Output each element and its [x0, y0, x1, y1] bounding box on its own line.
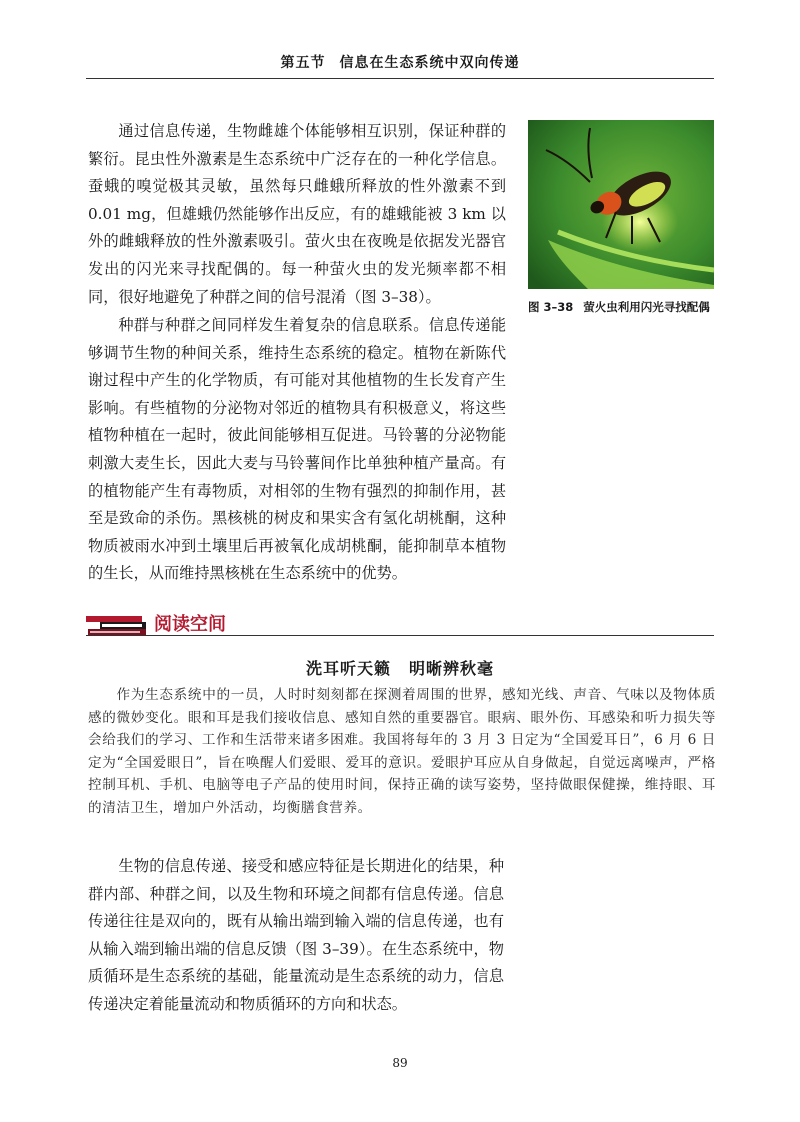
- paragraph-two-way-transfer: 生物的信息传递、接受和感应特征是长期进化的结果，种群内部、种群之间，以及生物和环境之间都有信息传递。信息传递往往是双向的，既有从输出端到输入端的信息传递，也有从输入端到输出端的信息反馈（图 3–39）。在生态系统中，物质循环是生态系统的基础，能量流动是生态系统的动力，信息传递决定着能量流动和物质循环的方向和状态。: [88, 857, 504, 1013]
- reading-title-part1: 洗耳听天籁: [305, 659, 391, 678]
- paragraph-interspecies: 种群与种群之间同样发生着复杂的信息联系。信息传递能够调节生物的种间关系，维持生态系统的稳定。植物在新陈代谢过程中产生的化学物质，有可能对其他植物的生长发育产生影响。有些植物的分泌物对邻近的植物具有积极意义，将这些植物种植在一起时，彼此间能够相互促进。马铃薯的分泌物能刺激大麦生长，因此大麦与马铃薯间作比单独种植产量高。有的植物能产生有毒物质，对相邻的生物有强烈的抑制作用，甚至是致命的杀伤。黑核桃的树皮和果实含有氢化胡桃酮，这种物质被雨水冲到土壤里后再被氧化成胡桃酮，能抑制草本植物的生长，从而维持黑核桃在生态系统中的优势。: [88, 316, 506, 583]
- figure-number: 图 3–38: [528, 300, 574, 314]
- paragraph-mate-recognition: 通过信息传递，生物雌雄个体能够相互识别，保证种群的繁衍。昆虫性外激素是生态系统中广泛存在的一种化学信息。蚕蛾的嗅觉极其灵敏，虽然每只雌蛾所释放的性外激素不到 0.01 mg，但雄蛾仍然能够作出反应，有的雄蛾能被 3 km 以外的雌蛾释放的性外激素吸引。萤火虫在夜晚是依据发光器官发出的闪光来寻找配偶的。每一种萤火虫的发光频率都不相同，很好地避免了种群之间的信号混淆（图 3–38）。: [88, 122, 506, 306]
- page-number: 89: [392, 1056, 408, 1070]
- firefly-illustration: [528, 120, 714, 289]
- section-title: 信息在生态系统中双向传递: [339, 55, 520, 71]
- reading-section-label: 阅读空间: [154, 614, 226, 635]
- reading-title-part2: 明晰辨秋毫: [409, 659, 495, 678]
- reading-section-rule: [86, 635, 714, 636]
- figure-caption: [528, 299, 728, 315]
- running-header: [86, 52, 714, 72]
- header-rule: [86, 78, 714, 79]
- figure-caption-text: 萤火虫利用闪光寻找配偶: [583, 300, 710, 314]
- reading-article-title: [86, 656, 714, 679]
- reading-article-body: 作为生态系统中的一员，人时时刻刻都在探测着周围的世界，感知光线、声音、气味以及物体质感的微妙变化。眼和耳是我们接收信息、感知自然的重要器官。眼病、眼外伤、耳感染和听力损失等会给我们的学习、工作和生活带来诸多困难。我国将每年的 3 月 3 日定为“全国爱耳日”，6 月 6 日定为“全国爱眼日”，旨在唤醒人们爱眼、爱耳的意识。爱眼护耳应从自身做起，自觉远离噪声，严格控制耳机、手机、电脑等电子产品的使用时间，保持正确的读写姿势，坚持做眼保健操，维持眼、耳的清洁卫生，增加户外活动，均衡膳食营养。: [88, 687, 716, 816]
- section-number: 第五节: [280, 55, 326, 71]
- firefly-photo: [528, 120, 714, 289]
- reading-section-header: [86, 608, 714, 638]
